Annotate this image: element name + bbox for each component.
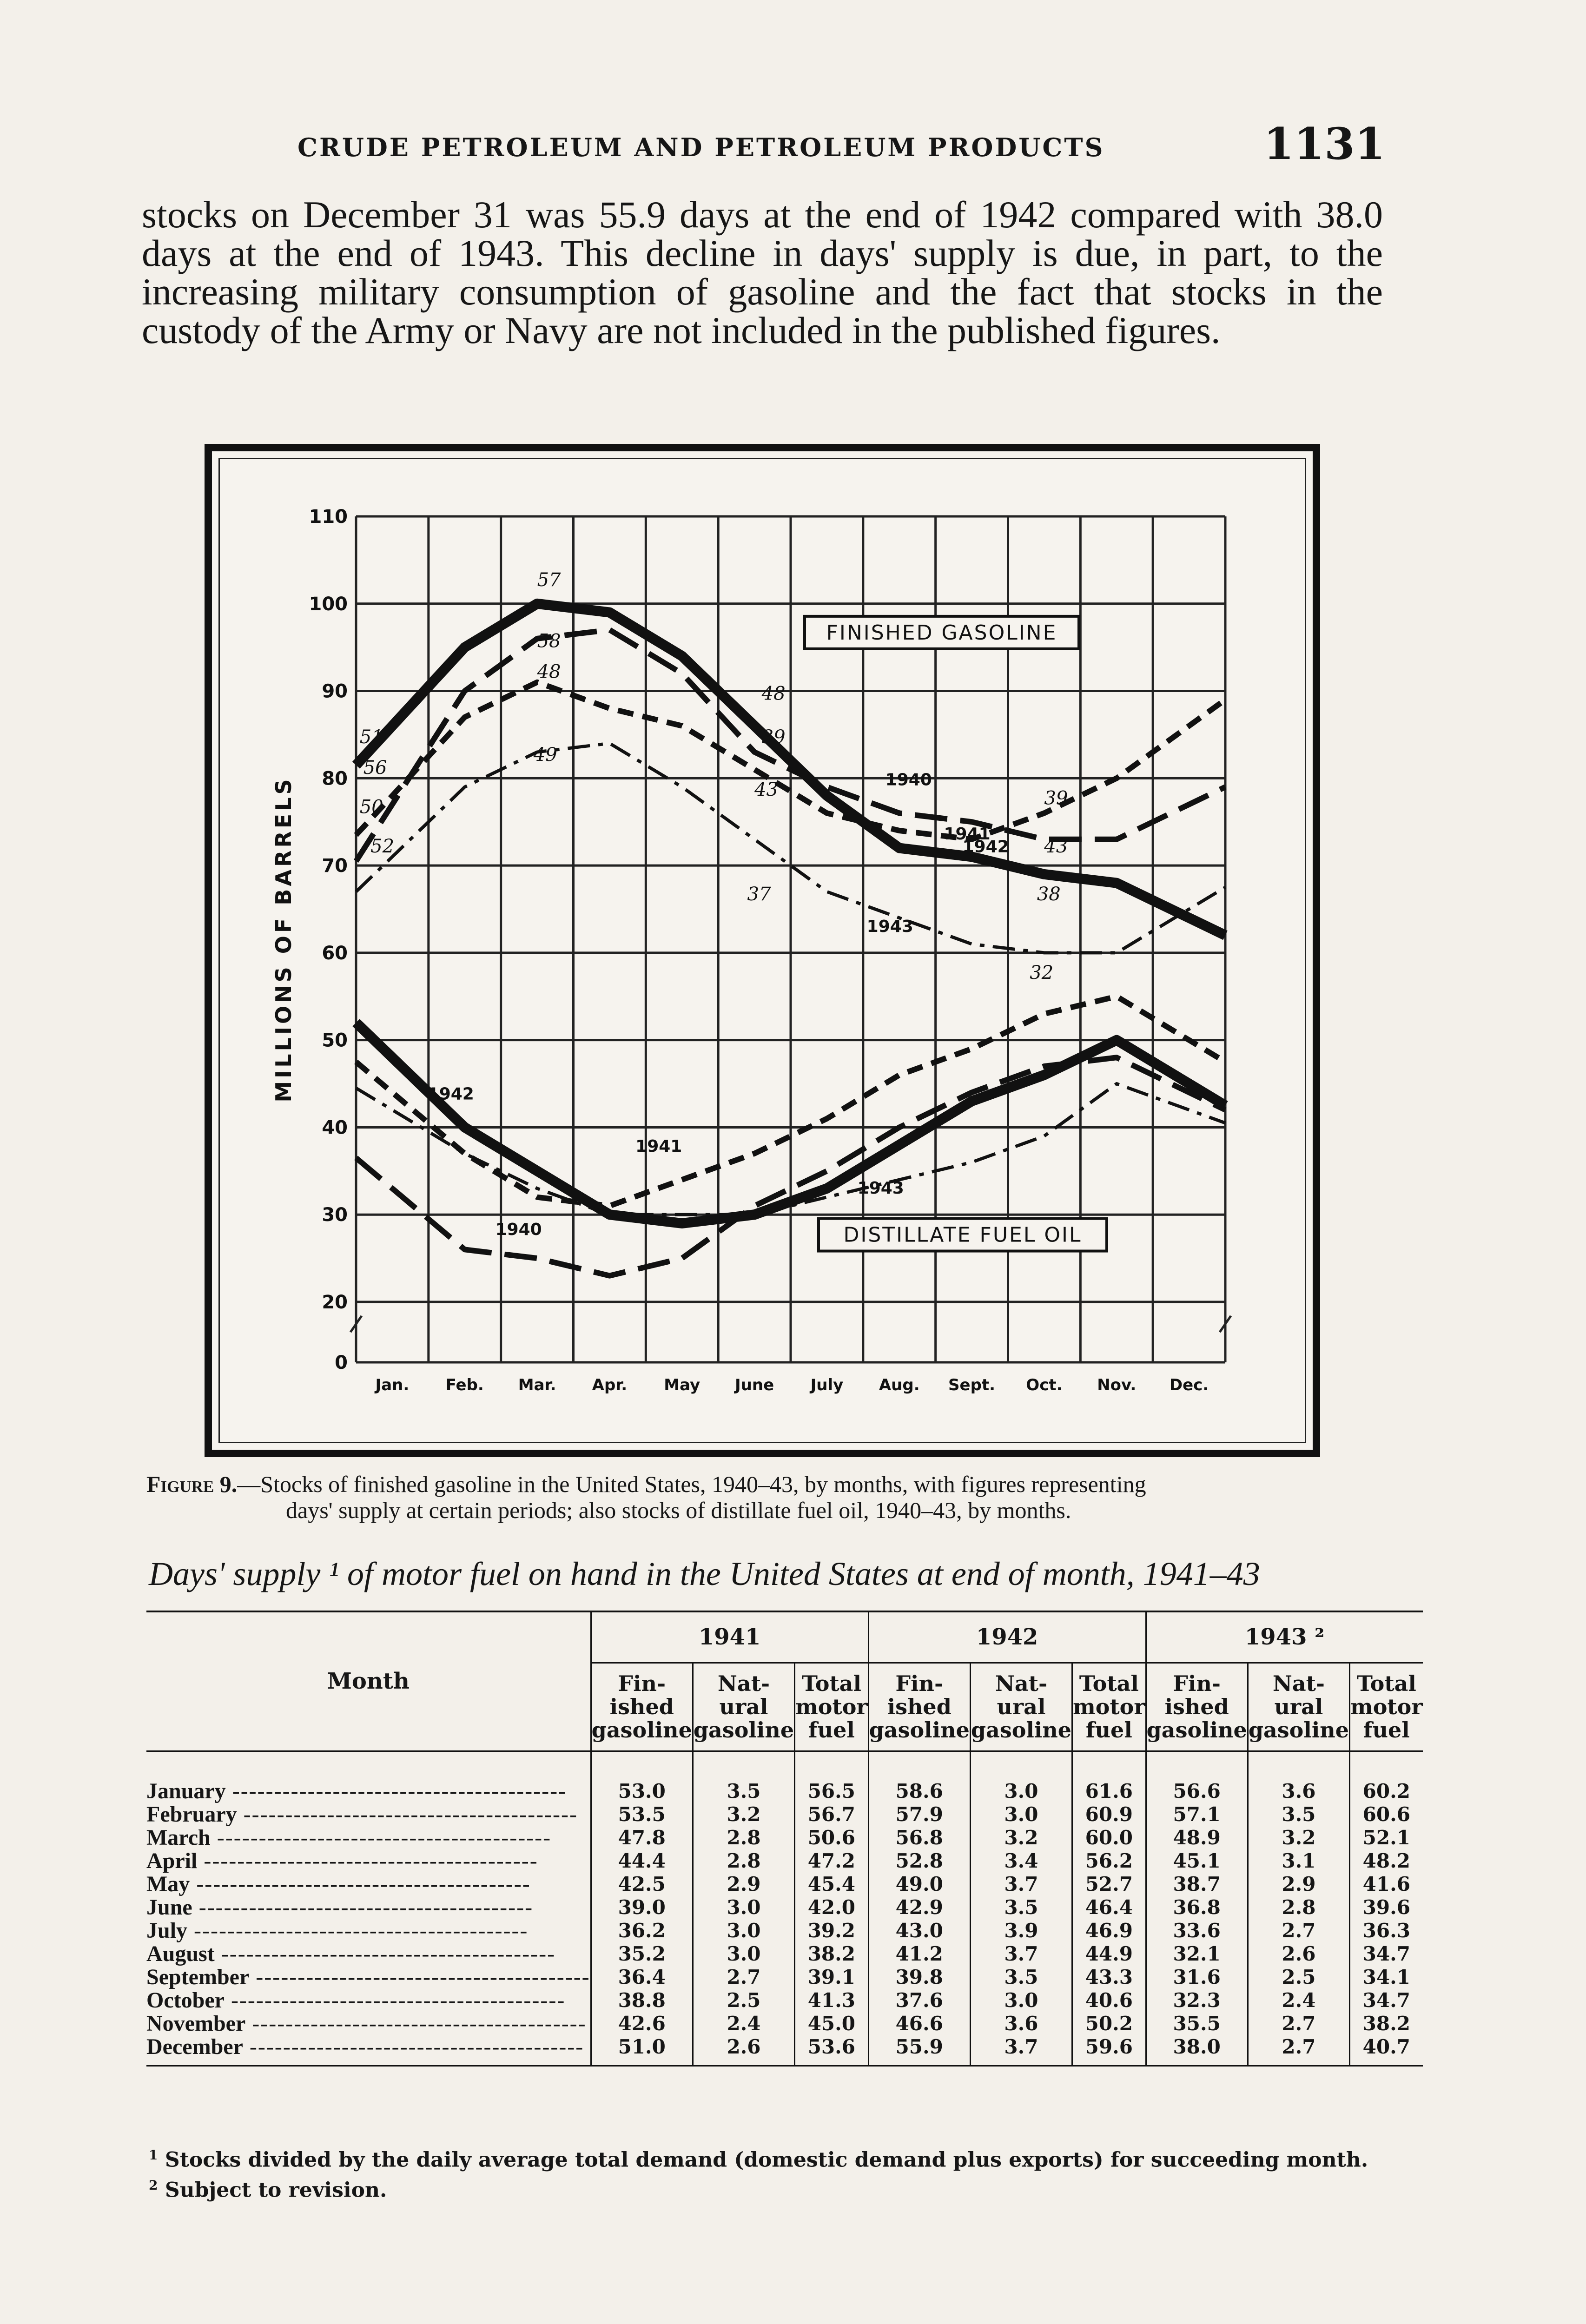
value-cell: 50.2 xyxy=(1072,2012,1146,2035)
value-cell: 3.6 xyxy=(1248,1751,1349,1803)
value-cell: 38.0 xyxy=(1146,2035,1248,2066)
value-cell: 2.7 xyxy=(693,1966,794,1989)
value-cell: 3.0 xyxy=(693,1919,794,1942)
value-cell: 38.7 xyxy=(1146,1873,1248,1896)
running-head xyxy=(139,119,1385,174)
stocks-line-chart xyxy=(212,451,1313,1450)
days-supply-annotation: 43 xyxy=(754,779,778,800)
x-tick-label: June xyxy=(735,1376,774,1394)
value-cell: 42.9 xyxy=(868,1896,970,1919)
value-cell: 53.6 xyxy=(795,2035,869,2066)
value-cell: 60.2 xyxy=(1350,1751,1423,1803)
month-cell: January ----- xyxy=(146,1751,591,1803)
figure-9 xyxy=(205,444,1320,1457)
series-label: 1942 xyxy=(962,837,1009,857)
value-cell: 3.5 xyxy=(970,1896,1072,1919)
value-cell: 46.4 xyxy=(1072,1896,1146,1919)
finished-gasoline-label: FINISHED GASOLINE xyxy=(826,621,1057,645)
month-cell: December ----- xyxy=(146,2035,591,2066)
body-paragraph: stocks on December 31 was 55.9 days at the end of 1942 compared with 38.0 days at the end of 1943. This decline in days' supply is due, in part, to the increasing military consumption of gasoline and the fact that stocks in the custody of the Army or Navy are not included in the published figures. xyxy=(142,193,1383,351)
y-axis-label: MILLIONS OF BARRELS xyxy=(271,776,296,1103)
subheader-1941-1: Nat- ural gasoline xyxy=(693,1663,794,1751)
value-cell: 3.7 xyxy=(970,2035,1072,2066)
month-cell: June ----- xyxy=(146,1896,591,1919)
month-cell: July ----- xyxy=(146,1919,591,1942)
value-cell: 35.2 xyxy=(591,1942,693,1966)
value-cell: 45.4 xyxy=(795,1873,869,1896)
value-cell: 3.0 xyxy=(970,1989,1072,2012)
value-cell: 55.9 xyxy=(868,2035,970,2066)
month-cell: April ----- xyxy=(146,1849,591,1873)
value-cell: 3.0 xyxy=(970,1803,1072,1826)
value-cell: 50.6 xyxy=(795,1826,869,1849)
value-cell: 41.6 xyxy=(1350,1873,1423,1896)
page-number: 1131 xyxy=(1263,119,1385,170)
table-row xyxy=(146,1751,1423,1803)
value-cell: 46.6 xyxy=(868,2012,970,2035)
table-row xyxy=(146,1826,1423,1849)
table-row xyxy=(146,1919,1423,1942)
value-cell: 2.6 xyxy=(693,2035,794,2066)
value-cell: 33.6 xyxy=(1146,1919,1248,1942)
distillate-fuel-oil-label: DISTILLATE FUEL OIL xyxy=(843,1223,1082,1247)
value-cell: 42.6 xyxy=(591,2012,693,2035)
table-row xyxy=(146,1989,1423,2012)
x-tick-label: Jan. xyxy=(375,1376,410,1394)
y-tick-label: 60 xyxy=(322,942,348,964)
value-cell: 3.0 xyxy=(693,1942,794,1966)
value-cell: 36.4 xyxy=(591,1966,693,1989)
value-cell: 53.0 xyxy=(591,1751,693,1803)
days-supply-annotation: 39 xyxy=(761,726,786,748)
series-label: 1942 xyxy=(427,1084,474,1104)
series-label: 1941 xyxy=(635,1137,682,1156)
value-cell: 3.0 xyxy=(693,1896,794,1919)
footnotes xyxy=(149,2143,1385,2203)
value-cell: 2.8 xyxy=(1248,1896,1349,1919)
days-supply-annotation: 57 xyxy=(537,569,561,591)
value-cell: 45.1 xyxy=(1146,1849,1248,1873)
value-cell: 3.7 xyxy=(970,1942,1072,1966)
value-cell: 45.0 xyxy=(795,2012,869,2035)
x-tick-label: Sept. xyxy=(948,1376,996,1394)
value-cell: 2.9 xyxy=(693,1873,794,1896)
table-row xyxy=(146,1966,1423,1989)
series-label: 1940 xyxy=(495,1220,542,1240)
value-cell: 38.8 xyxy=(591,1989,693,2012)
value-cell: 42.5 xyxy=(591,1873,693,1896)
value-cell: 32.1 xyxy=(1146,1942,1248,1966)
value-cell: 38.2 xyxy=(1350,2012,1423,2035)
value-cell: 36.8 xyxy=(1146,1896,1248,1919)
series-label: 1941 xyxy=(944,824,991,844)
month-cell: February ----- xyxy=(146,1803,591,1826)
days-supply-annotation: 48 xyxy=(761,683,786,705)
value-cell: 3.5 xyxy=(1248,1803,1349,1826)
figure-caption-line1: Stocks of finished gasoline in the United States, 1940–43, by months, with figures representing xyxy=(260,1471,1146,1497)
subheader-1943-1: Nat- ural gasoline xyxy=(1248,1663,1349,1751)
value-cell: 43.3 xyxy=(1072,1966,1146,1989)
x-tick-label: Feb. xyxy=(445,1376,484,1394)
x-tick-label: Mar. xyxy=(518,1376,556,1394)
value-cell: 3.7 xyxy=(970,1873,1072,1896)
value-cell: 57.1 xyxy=(1146,1803,1248,1826)
subheader-1943-0: Fin- ished gasoline xyxy=(1146,1663,1248,1751)
value-cell: 60.6 xyxy=(1350,1803,1423,1826)
value-cell: 2.4 xyxy=(693,2012,794,2035)
days-supply-annotation: 49 xyxy=(533,744,557,766)
value-cell: 41.3 xyxy=(795,1989,869,2012)
subheader-1942-1: Nat- ural gasoline xyxy=(970,1663,1072,1751)
value-cell: 56.7 xyxy=(795,1803,869,1826)
footnote-2: $^2$ Subject to revision. xyxy=(149,2177,387,2202)
value-cell: 53.5 xyxy=(591,1803,693,1826)
value-cell: 2.6 xyxy=(1248,1942,1349,1966)
y-tick-label: 80 xyxy=(322,768,348,790)
table-row xyxy=(146,1896,1423,1919)
value-cell: 31.6 xyxy=(1146,1966,1248,1989)
x-tick-label: May xyxy=(664,1376,700,1394)
value-cell: 32.3 xyxy=(1146,1989,1248,2012)
value-cell: 2.5 xyxy=(693,1989,794,2012)
y-tick-label: 110 xyxy=(309,506,348,528)
table-row xyxy=(146,1803,1423,1826)
series-label: 1943 xyxy=(866,917,913,936)
value-cell: 3.5 xyxy=(693,1751,794,1803)
value-cell: 56.2 xyxy=(1072,1849,1146,1873)
value-cell: 52.8 xyxy=(868,1849,970,1873)
subheader-1942-2: Total motor fuel xyxy=(1072,1663,1146,1751)
value-cell: 3.2 xyxy=(693,1803,794,1826)
y-tick-label: 50 xyxy=(322,1030,348,1051)
value-cell: 37.6 xyxy=(868,1989,970,2012)
value-cell: 56.6 xyxy=(1146,1751,1248,1803)
value-cell: 39.1 xyxy=(795,1966,869,1989)
days-supply-annotation: 51 xyxy=(359,726,383,748)
x-tick-label: July xyxy=(810,1376,844,1394)
value-cell: 49.0 xyxy=(868,1873,970,1896)
value-cell: 2.9 xyxy=(1248,1873,1349,1896)
days-supply-annotation: 37 xyxy=(747,884,771,905)
value-cell: 41.2 xyxy=(868,1942,970,1966)
value-cell: 3.5 xyxy=(970,1966,1072,1989)
value-cell: 2.8 xyxy=(693,1826,794,1849)
series-label: 1940 xyxy=(885,770,932,790)
value-cell: 44.9 xyxy=(1072,1942,1146,1966)
value-cell: 51.0 xyxy=(591,2035,693,2066)
days-supply-annotation: 52 xyxy=(370,835,395,857)
running-title: CRUDE PETROLEUM AND PETROLEUM PRODUCTS xyxy=(297,132,1105,162)
figure-caption: Figure 9.—Stocks of finished gasoline in the United States, 1940–43, by months, with figures representing days' supply at certain periods; also stocks of distillate fuel oil, 1940–43, by months. xyxy=(146,1471,1383,1523)
year-header-1942: 1942 xyxy=(868,1611,1146,1663)
value-cell: 3.2 xyxy=(970,1826,1072,1849)
table-row xyxy=(146,1873,1423,1896)
value-cell: 39.0 xyxy=(591,1896,693,1919)
figure-caption-line2: days' supply at certain periods; also stocks of distillate fuel oil, 1940–43, by months. xyxy=(286,1497,1071,1523)
x-tick-label: Nov. xyxy=(1097,1376,1137,1394)
month-column-header: Month xyxy=(146,1611,591,1751)
value-cell: 40.7 xyxy=(1350,2035,1423,2066)
days-supply-annotation: 50 xyxy=(359,796,383,818)
value-cell: 58.6 xyxy=(868,1751,970,1803)
value-cell: 34.7 xyxy=(1350,1989,1423,2012)
y-tick-label: 20 xyxy=(322,1292,348,1313)
y-tick-label: 70 xyxy=(322,855,348,877)
value-cell: 60.0 xyxy=(1072,1826,1146,1849)
value-cell: 43.0 xyxy=(868,1919,970,1942)
month-cell: October ----- xyxy=(146,1989,591,2012)
days-supply-annotation: 56 xyxy=(363,757,387,779)
table-body xyxy=(146,1751,1423,2066)
value-cell: 2.7 xyxy=(1248,2035,1349,2066)
value-cell: 36.2 xyxy=(591,1919,693,1942)
x-tick-label: Oct. xyxy=(1026,1376,1063,1394)
value-cell: 39.8 xyxy=(868,1966,970,1989)
month-cell: September ----- xyxy=(146,1966,591,1989)
y-tick-label: 90 xyxy=(322,680,348,702)
value-cell: 3.6 xyxy=(970,2012,1072,2035)
value-cell: 3.1 xyxy=(1248,1849,1349,1873)
table-row xyxy=(146,2035,1423,2066)
month-cell: March ----- xyxy=(146,1826,591,1849)
x-tick-label: Apr. xyxy=(592,1376,628,1394)
month-cell: November ----- xyxy=(146,2012,591,2035)
subheader-1941-2: Total motor fuel xyxy=(795,1663,869,1751)
value-cell: 35.5 xyxy=(1146,2012,1248,2035)
value-cell: 59.6 xyxy=(1072,2035,1146,2066)
year-header-1943: 1943 ² xyxy=(1146,1611,1422,1663)
table-row xyxy=(146,1849,1423,1873)
days-supply-annotation: 43 xyxy=(1044,835,1068,857)
value-cell: 48.9 xyxy=(1146,1826,1248,1849)
value-cell: 47.2 xyxy=(795,1849,869,1873)
table-row xyxy=(146,1942,1423,1966)
y-tick-label: 100 xyxy=(309,593,348,615)
x-tick-label: Dec. xyxy=(1169,1376,1209,1394)
value-cell: 46.9 xyxy=(1072,1919,1146,1942)
days-supply-annotation: 39 xyxy=(1044,787,1068,809)
value-cell: 39.6 xyxy=(1350,1896,1423,1919)
figure-label: Figure 9. xyxy=(146,1471,238,1497)
value-cell: 34.7 xyxy=(1350,1942,1423,1966)
table-title: Days' supply ¹ of motor fuel on hand in the United States at end of month, 1941–43 xyxy=(149,1555,1260,1592)
days-supply-annotation: 58 xyxy=(537,630,561,652)
days-supply-annotation: 32 xyxy=(1030,962,1054,984)
y-tick-label: 0 xyxy=(335,1352,348,1373)
value-cell: 2.5 xyxy=(1248,1966,1349,1989)
series-label: 1943 xyxy=(857,1179,904,1198)
value-cell: 44.4 xyxy=(591,1849,693,1873)
value-cell: 56.8 xyxy=(868,1826,970,1849)
value-cell: 36.3 xyxy=(1350,1919,1423,1942)
value-cell: 60.9 xyxy=(1072,1803,1146,1826)
days-supply-annotation: 38 xyxy=(1037,884,1061,905)
year-header-1941: 1941 xyxy=(591,1611,868,1663)
value-cell: 3.2 xyxy=(1248,1826,1349,1849)
value-cell: 39.2 xyxy=(795,1919,869,1942)
value-cell: 48.2 xyxy=(1350,1849,1423,1873)
value-cell: 47.8 xyxy=(591,1826,693,1849)
value-cell: 40.6 xyxy=(1072,1989,1146,2012)
month-cell: May ----- xyxy=(146,1873,591,1896)
y-tick-label: 30 xyxy=(322,1204,348,1226)
value-cell: 3.0 xyxy=(970,1751,1072,1803)
value-cell: 57.9 xyxy=(868,1803,970,1826)
value-cell: 61.6 xyxy=(1072,1751,1146,1803)
subheader-1943-2: Total motor fuel xyxy=(1350,1663,1423,1751)
y-tick-label: 40 xyxy=(322,1117,348,1139)
subheader-1941-0: Fin- ished gasoline xyxy=(591,1663,693,1751)
value-cell: 3.9 xyxy=(970,1919,1072,1942)
month-cell: August ----- xyxy=(146,1942,591,1966)
days-supply-annotation: 48 xyxy=(537,661,561,683)
value-cell: 42.0 xyxy=(795,1896,869,1919)
value-cell: 2.7 xyxy=(1248,1919,1349,1942)
value-cell: 34.1 xyxy=(1350,1966,1423,1989)
value-cell: 2.7 xyxy=(1248,2012,1349,2035)
value-cell: 52.7 xyxy=(1072,1873,1146,1896)
table-row xyxy=(146,2012,1423,2035)
value-cell: 2.8 xyxy=(693,1849,794,1873)
value-cell: 38.2 xyxy=(795,1942,869,1966)
value-cell: 2.4 xyxy=(1248,1989,1349,2012)
footnote-1: $^1$ Stocks divided by the daily average total demand (domestic demand plus exports) for succeeding month. xyxy=(149,2147,1368,2172)
value-cell: 52.1 xyxy=(1350,1826,1423,1849)
value-cell: 3.4 xyxy=(970,1849,1072,1873)
subheader-1942-0: Fin- ished gasoline xyxy=(868,1663,970,1751)
x-tick-label: Aug. xyxy=(879,1376,920,1394)
days-supply-table xyxy=(146,1611,1423,2067)
value-cell: 56.5 xyxy=(795,1751,869,1803)
